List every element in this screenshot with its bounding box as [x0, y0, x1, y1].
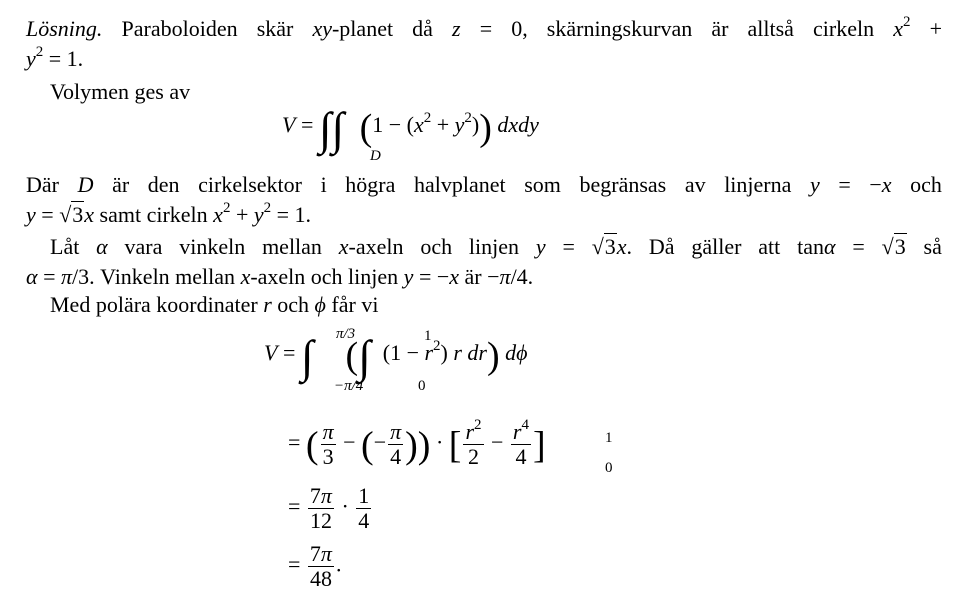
alpha-line-2: α = π/3. Vinkeln mellan x-axeln och linjen y = −x är −π/4.: [26, 264, 534, 289]
intro-volume: Volymen ges av: [50, 79, 191, 104]
double-integral-equation: V = ∫∫ $(1 - (x^2 + y^2))$ dxdy: [282, 103, 539, 154]
region-line-2: y = √3x samt cirkeln $x^2 + y^2 = 1$.: [26, 199, 312, 227]
bracket-upper-limit: 1: [605, 430, 613, 446]
integral-region-D: D: [370, 148, 381, 164]
polar-integral-equation: V = ∫ (∫ $(1 - r^2)$ r dr) dϕ: [264, 331, 528, 382]
inner-upper-limit: 1: [424, 328, 432, 344]
inner-lower-limit: 0: [418, 378, 426, 394]
region-line-1: Där D är den cirkelsektor i högra halvplanet som begränsas av linjerna y = −x och: [26, 172, 942, 197]
step-1-equation: = ( $\frac{\pi}{3}$ − (− $\frac{\pi}{4}$ )) · [ $\frac{r^2}{2}$ − $\frac{r^4}{4}$ ]: [288, 416, 546, 469]
header-line-2: $y^2 = 1$.: [26, 43, 84, 71]
header-line-1: Lösning. Paraboloiden skär xy-planet då z = 0, skärningskurvan är alltså cirkeln $x^2$ +: [26, 13, 942, 41]
bracket-lower-limit: 0: [605, 460, 613, 476]
outer-lower-limit: −π/4: [334, 378, 364, 394]
step-3-equation: = $\frac{7\pi}{48}$ .: [288, 541, 342, 591]
outer-upper-limit: π/3: [336, 326, 356, 342]
step-2-equation: = $\frac{7\pi}{12}$ · $\frac{1}{4}$: [288, 483, 370, 533]
polar-intro: Med polära koordinater r och ϕ får vi: [50, 292, 379, 317]
alpha-line-1: Låt α vara vinkeln mellan x-axeln och linjen y = √3x. Då gäller att tanα = √3 så: [50, 234, 942, 259]
